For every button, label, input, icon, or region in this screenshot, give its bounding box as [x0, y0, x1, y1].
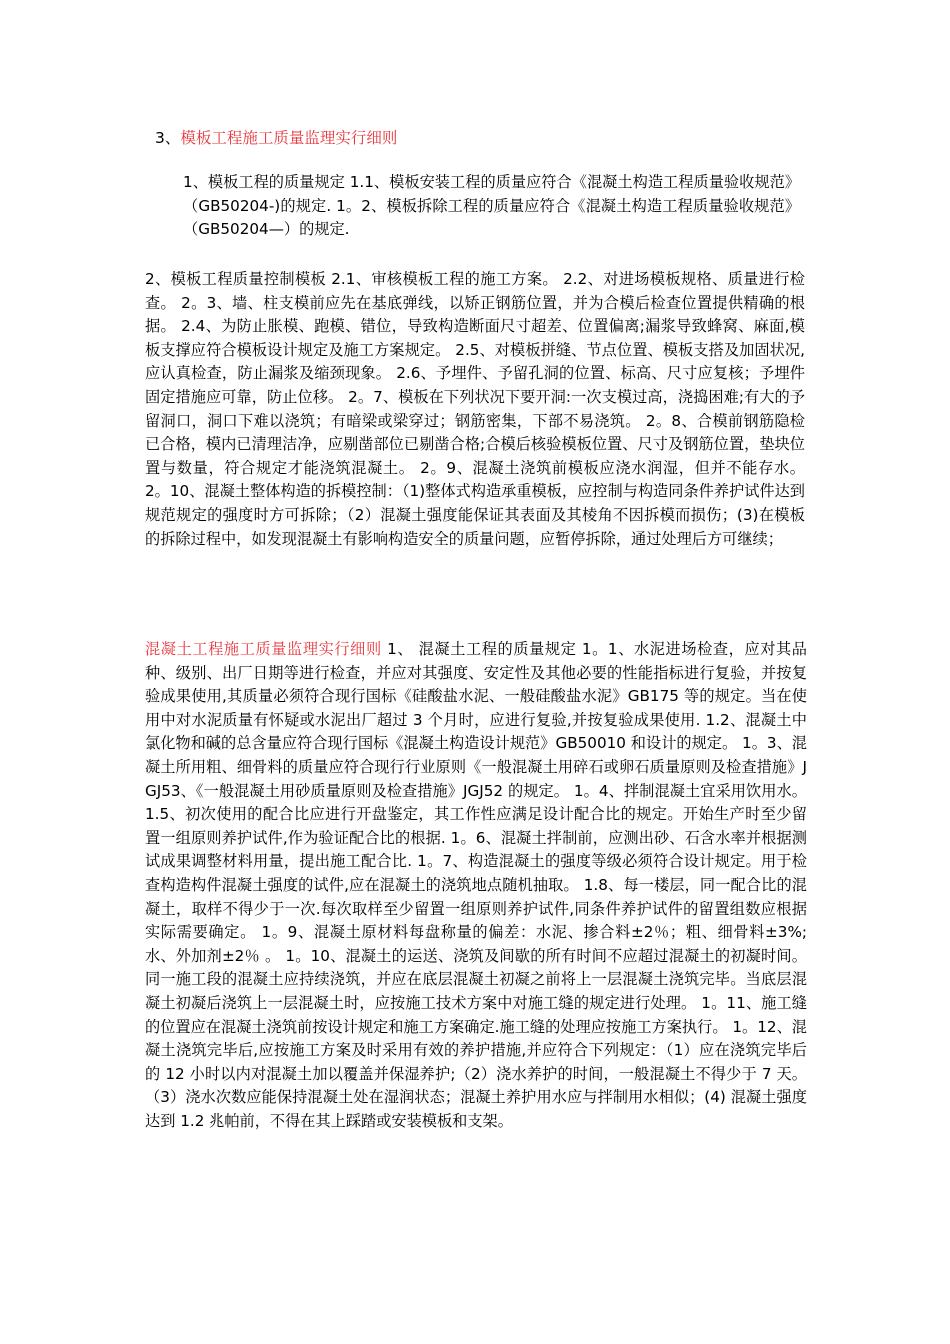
section-title: 模板工程施工质量监理实行细则: [180, 129, 398, 147]
paragraph-concrete-supervision: [145, 638, 807, 1133]
section-heading: [155, 128, 397, 148]
concrete-section-body: 1、 混凝土工程的质量规定 1。1、水泥进场检查，应对其品种、级别、出厂日期等进行检查，并应对其强度、安定性及其他必要的性能指标进行复验，并按复验成果使用,其质量必须符合现行国标《硅酸盐水泥、一般硅酸盐水泥》GB175 等的规定。当在使用中对水泥质量有怀疑或水泥出厂超过 3 个月时，应进行复验,并按复验成果使用. 1.2、混凝土中氯化物和碱的总含量应符合现行国标《混凝土构造设计规范》GB50010 和设计的规定。 1。3、混凝土所用粗、细骨料的质量应符合现行行业原则《一般混凝土用碎石或卵石质量原则及检查措施》JGJ53、《一般混凝土用砂质量原则及检查措施》JGJ52 的规定。 1。4、拌制混凝土宜采用饮用水。 1.5、初次使用的配合比应进行开盘鉴定，其工作性应满足设计配合比的规定。开始生产时至少留置一组原则养护试件,作为验证配合比的根据. 1。6、混凝土拌制前，应测出砂、石含水率并根据测试成果调整材料用量，提出施工配合比. 1。7、构造混凝土的强度等级必须符合设计规定。用于检查构造构件混凝土强度的试件,应在混凝土的浇筑地点随机抽取。 1.8、每一楼层，同一配合比的混凝土，取样不得少于一次.每次取样至少留置一组原则养护试件,同条件养护试件的留置组数应根据实际需要确定。 1。9、混凝土原材料每盘称量的偏差：水泥、掺合料±2％；粗、细骨料±3%;水、外加剂±2％ 。 1。10、混凝土的运送、浇筑及间歇的所有时间不应超过混凝土的初凝时间。同一施工段的混凝土应持续浇筑，并应在底层混凝土初凝之前将上一层混凝土浇筑完毕。当底层混凝土初凝后浇筑上一层混凝土时，应按施工技术方案中对施工缝的规定进行处理。 1。11、施工缝的位置应在混凝土浇筑前按设计规定和施工方案确定.施工缝的处理应按施工方案执行。 1。12、混凝土浇筑完毕后,应按施工方案及时采用有效的养护措施,并应符合下列规定：（1）应在浇筑完毕后的 12 小时以内对混凝土加以覆盖并保湿养护;（2）浇水养护的时间，一般混凝土不得少于 7 天。（3）浇水次数应能保持混凝土处在湿润状态；混凝土养护用水应与拌制用水相似；(4) 混凝土强度达到 1.2 兆帕前，不得在其上踩踏或安装模板和支架。: [145, 640, 807, 1130]
paragraph-template-quality-control: 2、模板工程质量控制模板 2.1、审核模板工程的施工方案。 2.2、对进场模板规格、质量进行检查。 2。3、墙、柱支模前应先在基底弹线，以矫正钢筋位置，并为合模后检查位置提供精确的根据。 2.4、为防止胀模、跑模、错位，导致构造断面尺寸超差、位置偏离;漏浆导致蜂窝、麻面,模板支撑应符合模板设计规定及施工方案规定。 2.5、对模板拼缝、节点位置、模板支搭及加固状况,应认真检查，防止漏浆及缩颈现象。 2.6、予埋件、予留孔洞的位置、标高、尺寸应复核；予埋件固定措施应可靠，防止位移。 2。7、模板在下列状况下要开洞:一次支模过高，浇捣困难;有大的予留洞口，洞口下难以浇筑；有暗梁或梁穿过；钢筋密集，下部不易浇筑。 2。8、合模前钢筋隐检已合格，模内已清理洁净，应剔凿部位已剔凿合格;合模后核验模板位置、尺寸及钢筋位置，垫块位置与数量，符合规定才能浇筑混凝土。 2。9、混凝土浇筑前模板应浇水润湿，但并不能存水。 2。10、混凝土整体构造的拆模控制：（1)整体式构造承重模板，应控制与构造同条件养护试件达到规范规定的强度时方可拆除；（2）混凝土强度能保证其表面及其棱角不因拆模而损伤；(3)在模板的拆除过程中，如发现混凝土有影响构造安全的质量问题，应暂停拆除，通过处理后方可继续；: [145, 270, 805, 548]
concrete-section-title: 混凝土工程施工质量监理实行细则: [145, 640, 382, 658]
paragraph-template-quality-requirements: 1、模板工程的质量规定 1.1、模板安装工程的质量应符合《混凝土构造工程质量验收规范》（GB50204-)的规定. 1。2、模板拆除工程的质量应符合《混凝土构造工程质量验收规范》（GB50204—）的规定.: [183, 173, 800, 239]
section-number: 3、: [155, 129, 181, 147]
